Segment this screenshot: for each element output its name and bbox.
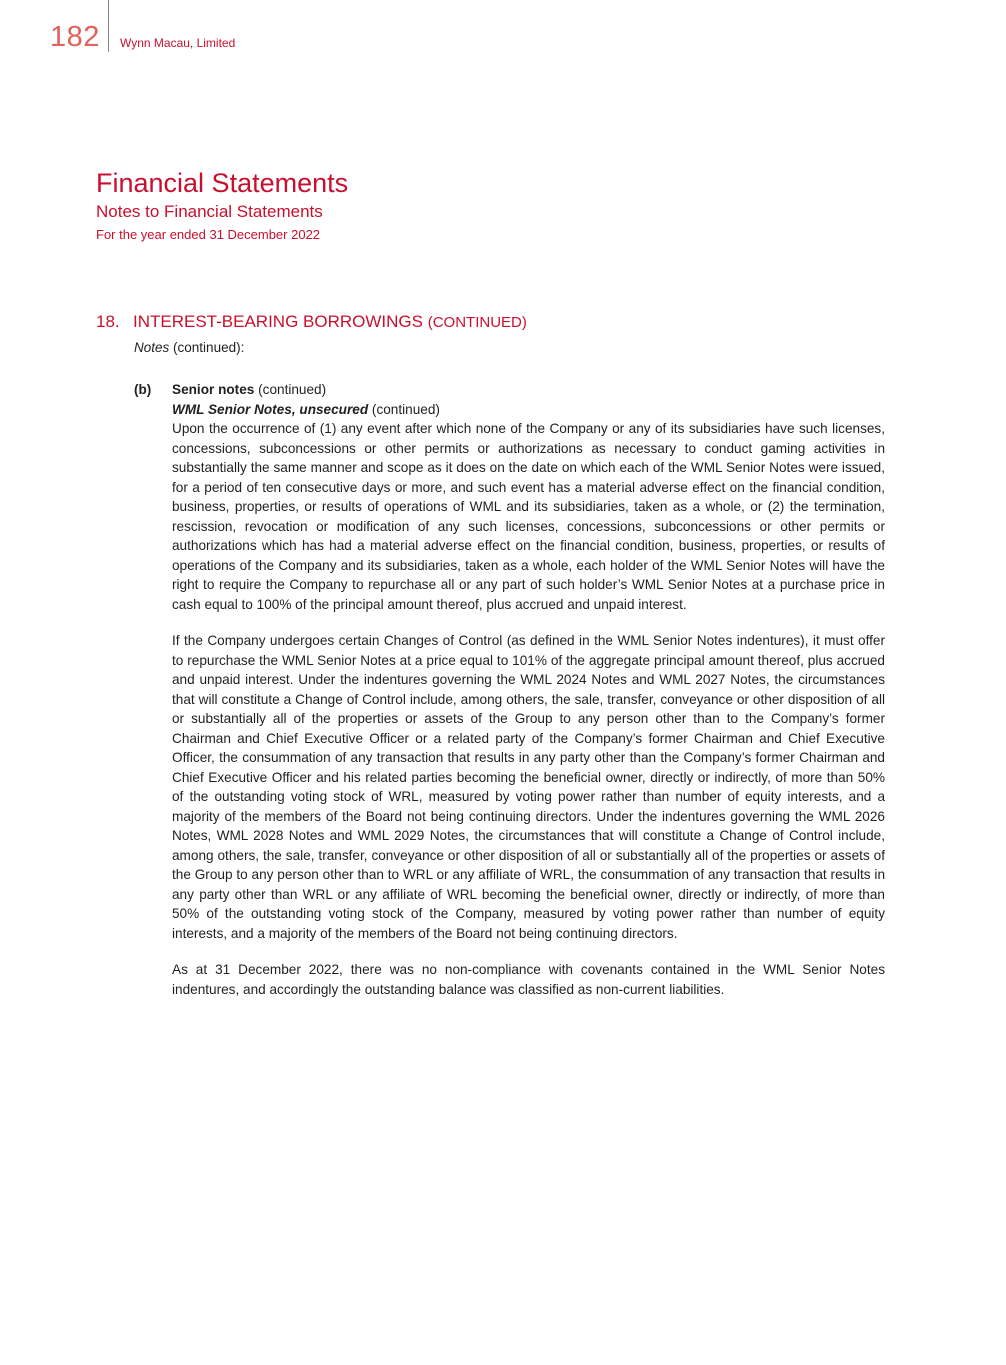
company-name: Wynn Macau, Limited bbox=[120, 36, 236, 50]
notes-label-suffix: (continued): bbox=[173, 340, 245, 355]
note-continued: (CONTINUED) bbox=[427, 314, 527, 331]
notes-label-text: Notes bbox=[134, 340, 170, 355]
section-title: Financial Statements bbox=[96, 168, 349, 198]
section-subtitle: Notes to Financial Statements bbox=[96, 202, 323, 221]
note-title: INTEREST-BEARING BORROWINGS bbox=[133, 312, 423, 331]
sub-section-heading bbox=[172, 380, 885, 400]
note-body bbox=[172, 380, 885, 999]
sub-section-marker: (b) bbox=[134, 382, 152, 397]
note-number: 18. bbox=[96, 312, 120, 331]
sub-sub-section-title: WML Senior Notes, unsecured bbox=[172, 401, 369, 417]
sub-section-title: Senior notes bbox=[172, 382, 255, 397]
header-divider bbox=[108, 0, 109, 52]
note-heading bbox=[96, 311, 527, 334]
paragraph-change-of-control: If the Company undergoes certain Changes of Control (as defined in the WML Senior Notes indentures), it must offer to repurchase the WML Senior Notes at a price equal to 101% of the aggregate principal amount thereof, plus accrued and unpaid interest. Under the indentures governing the WML 2024 Notes and WML 2027 Notes, the circumstances that will constitute a Change of Control include, among others, the sale, transfer, conveyance or other disposition of all or substantially all of the properties or assets of the Group to any person other than to the Company’s former Chairman and Chief Executive Officer or a related party of the Company’s former Chairman and Chief Executive Officer, the consummation of any transaction that results in any party other than the Company’s former Chairman and Chief Executive Officer and his related parties becoming the beneficial owner, directly or indirectly, of more than 50% of the outstanding voting stock of WRL, measured by voting power rather than number of equity interests, and a majority of the members of the Board not being continuing directors. Under the indentures governing the WML 2026 Notes, WML 2028 Notes and WML 2029 Notes, the circumstances that will constitute a Change of Control include, among others, the sale, transfer, conveyance or other disposition of all or substantially all of the properties or assets of the Group to any person other than to WRL or any affiliate of WRL, the consummation of any transaction that results in any party other than WRL or any affiliate of WRL becoming the beneficial owner, directly or indirectly, of more than 50% of the outstanding voting stock of the Company, measured by voting power rather than number of equity interests, and a majority of the members of the Board not being continuing directors. bbox=[172, 633, 885, 941]
reporting-period: For the year ended 31 December 2022 bbox=[96, 227, 321, 242]
notes-label bbox=[134, 338, 244, 357]
paragraph-compliance: As at 31 December 2022, there was no non-compliance with covenants contained in the WML Senior Notes indentures, and accordingly the outstanding balance was classified as non-current liabilities. bbox=[172, 962, 885, 997]
sub-section-title-suffix: (continued) bbox=[258, 382, 327, 397]
paragraph-repurchase-event: Upon the occurrence of (1) any event after which none of the Company or any of its subsidiaries have such licenses, concessions, subconcessions or other permits or authorizations as necessary to conduct gaming activities in substantially the same manner and scope as it does on the date on which each of the WML Senior Notes were issued, for a period of ten consecutive days or more, and such event has a material adverse effect on the financial condition, business, properties, or results of operations of WML and its subsidiaries, taken as a whole, or (2) the termination, rescission, revocation or modification of any such licenses, concessions, subconcessions or other permits or authorizations which has had a material adverse effect on the financial condition, business, properties, or results of operations of the Company and its subsidiaries, taken as a whole, each holder of the WML Senior Notes will have the right to require the Company to repurchase all or any part of such holder’s WML Senior Notes at a purchase price in cash equal to 100% of the principal amount thereof, plus accrued and unpaid interest. bbox=[172, 421, 885, 612]
page-number: 182 bbox=[50, 21, 100, 53]
sub-sub-section-title-suffix: (continued) bbox=[371, 401, 440, 417]
sub-sub-section-heading bbox=[172, 400, 885, 420]
